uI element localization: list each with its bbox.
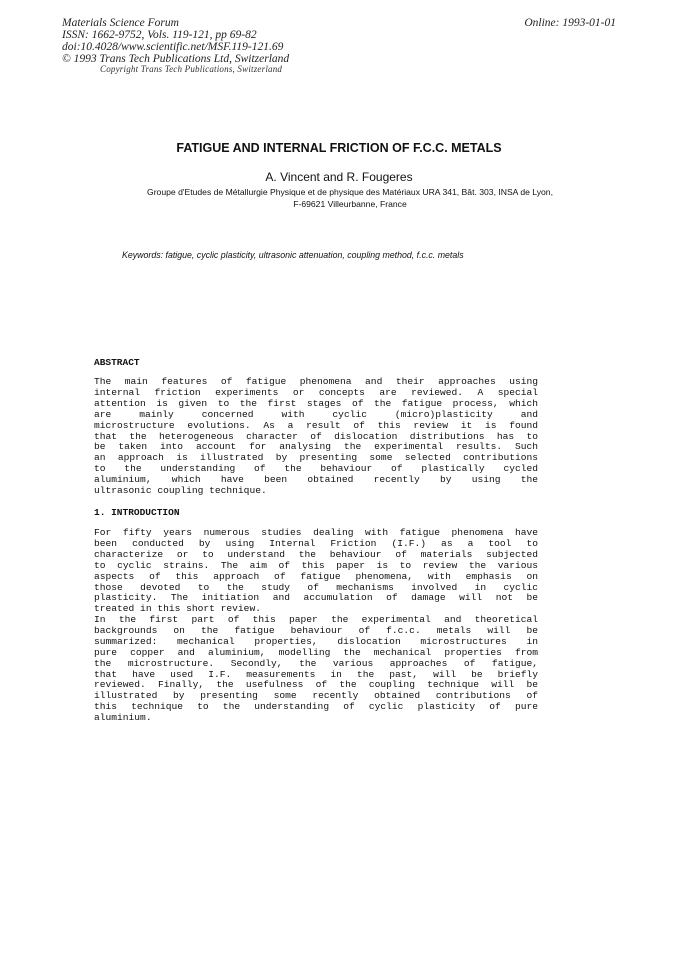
text-line: the microstructure. Secondly, the various approaches of fatigue,: [94, 658, 538, 669]
affiliation-line-1: Groupe d'Etudes de Métallurgie Physique et de physique des Matériaux URA 341, Bât. 303, INSA de Lyon,: [147, 187, 553, 197]
text-line: plasticity. The initiation and accumulation of damage will not be: [94, 593, 538, 604]
text-line: internal friction experiments or concepts are reviewed. A special: [94, 387, 538, 398]
introduction-paragraph-2: [94, 615, 538, 724]
text-line: In the first part of this paper the experimental and theoretical: [94, 615, 538, 625]
text-line: that have used I.F. measurements in the past, will be briefly: [94, 669, 538, 680]
text-line: aspects of this approach of fatigue phenomena, with emphasis on: [94, 571, 538, 582]
ghost-copyright: Copyright Trans Tech Publications, Switzerland: [100, 64, 283, 74]
text-line: backgrounds on the fatigue behaviour of f.c.c. metals will be: [94, 625, 538, 636]
journal-header: [62, 17, 289, 65]
abstract-heading: ABSTRACT: [94, 357, 140, 368]
introduction-paragraph-1: [94, 528, 538, 615]
text-line: been conducted by using Internal Friction (I.F.) as a tool to: [94, 538, 538, 549]
paper-authors: A. Vincent and R. Fougeres: [265, 170, 413, 184]
introduction-heading: 1. INTRODUCTION: [94, 507, 180, 518]
text-line: are mainly concerned with cyclic (micro)plasticity and: [94, 409, 538, 420]
online-date: Online: 1993-01-01: [524, 17, 616, 29]
text-line: an approach is illustrated by presenting some selected contributions: [94, 453, 538, 464]
text-line: reviewed. Finally, the usefulness of the coupling technique will be: [94, 680, 538, 691]
text-line: aluminium, which have been obtained recently by using the: [94, 475, 538, 486]
abstract-body: [94, 377, 538, 497]
paper-title: FATIGUE AND INTERNAL FRICTION OF F.C.C. METALS: [176, 141, 502, 155]
text-line: aluminium.: [94, 713, 152, 724]
text-line: summarized: mechanical properties, dislocation microstructures in: [94, 636, 538, 647]
text-line: pure copper and aluminium, modelling the mechanical properties from: [94, 647, 538, 658]
text-line: The main features of fatigue phenomena and their approaches using: [94, 377, 538, 387]
text-line: treated in this short review.: [94, 604, 261, 615]
text-line: to the understanding of the behaviour of plastically cycled: [94, 464, 538, 475]
text-line: that the heterogeneous character of dislocation distributions has to: [94, 431, 538, 442]
keywords: Keywords: fatigue, cyclic plasticity, ultrasonic attenuation, coupling method, f.c.c. metals: [122, 250, 464, 260]
text-line: characterize or to understand the behaviour of materials subjected: [94, 549, 538, 560]
issn-line: ISSN: 1662-9752, Vols. 119-121, pp 69-82: [62, 29, 257, 41]
text-line: illustrated by presenting some recently obtained contributions of: [94, 691, 538, 702]
doi-line: doi:10.4028/www.scientific.net/MSF.119-121.69: [62, 41, 284, 53]
text-line: ultrasonic coupling technique.: [94, 486, 267, 497]
text-line: be taken into account for analysing the experimental results. Such: [94, 442, 538, 453]
journal-name: Materials Science Forum: [62, 17, 179, 29]
affiliation: [90, 186, 610, 210]
text-line: to cyclic strains. The aim of this paper is to review the various: [94, 560, 538, 571]
affiliation-line-2: F-69621 Villeurbanne, France: [293, 199, 407, 209]
text-line: those devoted to the study of mechanisms involved in cyclic: [94, 582, 538, 593]
text-line: For fifty years numerous studies dealing with fatigue phenomena have: [94, 528, 538, 538]
text-line: microstructure evolutions. As a result of this review it is found: [94, 420, 538, 431]
copyright-line: © 1993 Trans Tech Publications Ltd, Switzerland: [62, 53, 290, 65]
text-line: this technique to the understanding of cyclic plasticity of pure: [94, 702, 538, 713]
text-line: attention is given to the first stages of the fatigue process, which: [94, 398, 538, 409]
